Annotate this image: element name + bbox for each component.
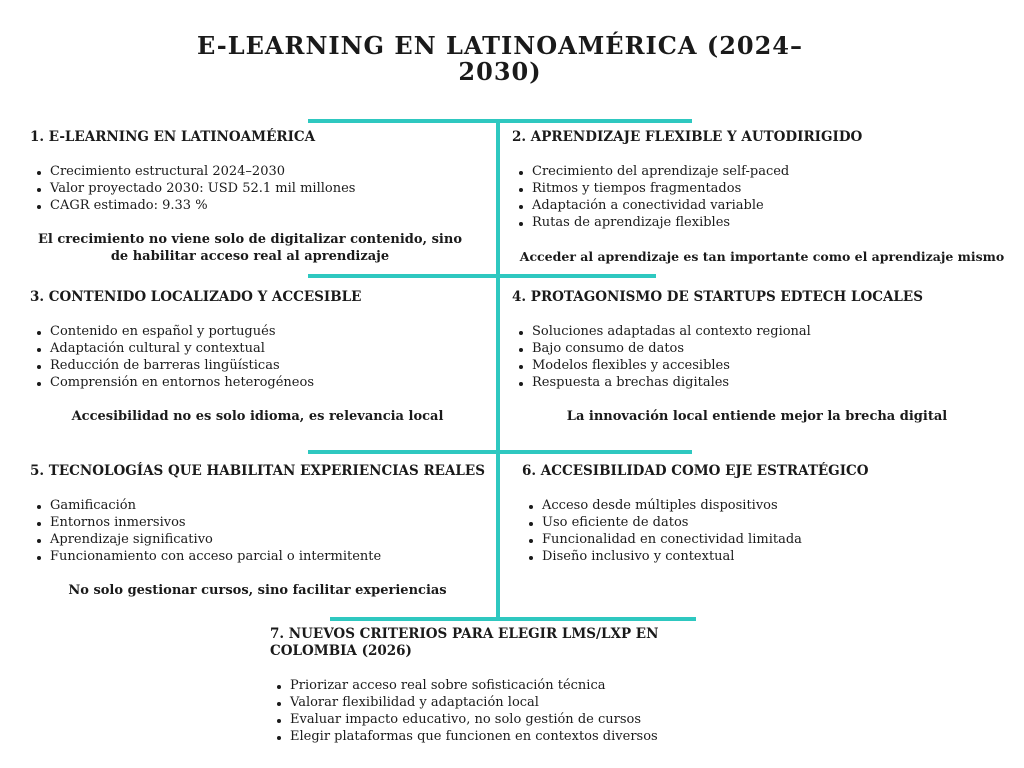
bullet-item: Crecimiento estructural 2024–2030 (30, 163, 485, 180)
section-heading: 2. APRENDIZAJE FLEXIBLE Y AUTODIRIGIDO (512, 129, 863, 145)
bullet-item: Uso eficiente de datos (522, 514, 1002, 531)
section-6 (522, 463, 1002, 565)
section-5 (30, 463, 485, 599)
bullet-item: Valor proyectado 2030: USD 52.1 mil millones (30, 180, 485, 197)
bullet-item: Reducción de barreras lingüísticas (30, 357, 485, 374)
section-takeaway: No solo gestionar cursos, sino facilitar experiencias (68, 583, 447, 598)
center-vertical-line (496, 119, 500, 619)
divider-line-2 (308, 450, 692, 454)
bullet-item: Rutas de aprendizaje flexibles (512, 214, 1012, 231)
bullet-list (512, 323, 1002, 391)
section-3 (30, 289, 485, 425)
bullet-list (30, 497, 485, 565)
section-takeaway: Accesibilidad no es solo idioma, es relevancia local (71, 409, 444, 424)
bullet-item: Crecimiento del aprendizaje self-paced (512, 163, 1012, 180)
top-horizontal-line (308, 119, 692, 123)
section-1 (30, 129, 485, 265)
section-takeaway: El crecimiento no viene solo de digitalizar contenido, sino de habilitar acceso real al aprendizaje (38, 232, 462, 264)
bullet-item: Gamificación (30, 497, 485, 514)
bullet-item: Comprensión en entornos heterogéneos (30, 374, 485, 391)
section-takeaway: La innovación local entiende mejor la brecha digital (566, 409, 948, 424)
section-7 (270, 626, 740, 745)
bullet-item: Funcionamiento con acceso parcial o intermitente (30, 548, 485, 565)
bullet-item: Valorar flexibilidad y adaptación local (270, 694, 740, 711)
bullet-item: Entornos inmersivos (30, 514, 485, 531)
page-title: E-LEARNING EN LATINOAMÉRICA (2024–2030) (197, 31, 803, 86)
bottom-horizontal-line (330, 617, 696, 621)
bullet-item: Priorizar acceso real sobre sofisticación técnica (270, 677, 740, 694)
bullet-list (512, 163, 1012, 231)
bullet-item: Modelos flexibles y accesibles (512, 357, 1002, 374)
bullet-item: Evaluar impacto educativo, no solo gestión de cursos (270, 711, 740, 728)
bullet-item: Adaptación cultural y contextual (30, 340, 485, 357)
bullet-list (522, 497, 1002, 565)
divider-line-1 (308, 274, 656, 278)
bullet-item: Ritmos y tiempos fragmentados (512, 180, 1012, 197)
bullet-list (30, 163, 485, 214)
bullet-list (270, 677, 740, 745)
section-heading: 7. NUEVOS CRITERIOS PARA ELEGIR LMS/LXP EN COLOMBIA (2026) (270, 626, 659, 659)
bullet-item: CAGR estimado: 9.33 % (30, 197, 485, 214)
bullet-item: Elegir plataformas que funcionen en contextos diversos (270, 728, 740, 745)
bullet-item: Diseño inclusivo y contextual (522, 548, 1002, 565)
bullet-item: Bajo consumo de datos (512, 340, 1002, 357)
section-takeaway: Acceder al aprendizaje es tan importante como el aprendizaje mismo (519, 249, 1005, 264)
section-heading: 3. CONTENIDO LOCALIZADO Y ACCESIBLE (30, 289, 362, 305)
bullet-item: Acceso desde múltiples dispositivos (522, 497, 1002, 514)
bullet-list (30, 323, 485, 391)
section-2 (512, 129, 1012, 265)
section-4 (512, 289, 1002, 425)
bullet-item: Aprendizaje significativo (30, 531, 485, 548)
bullet-item: Respuesta a brechas digitales (512, 374, 1002, 391)
section-heading: 5. TECNOLOGÍAS QUE HABILITAN EXPERIENCIAS REALES (30, 463, 485, 479)
section-heading: 4. PROTAGONISMO DE STARTUPS EDTECH LOCALES (512, 289, 923, 305)
section-heading: 1. E-LEARNING EN LATINOAMÉRICA (30, 129, 316, 145)
bullet-item: Contenido en español y portugués (30, 323, 485, 340)
bullet-item: Soluciones adaptadas al contexto regional (512, 323, 1002, 340)
section-heading: 6. ACCESIBILIDAD COMO EJE ESTRATÉGICO (522, 463, 869, 479)
bullet-item: Adaptación a conectividad variable (512, 197, 1012, 214)
bullet-item: Funcionalidad en conectividad limitada (522, 531, 1002, 548)
